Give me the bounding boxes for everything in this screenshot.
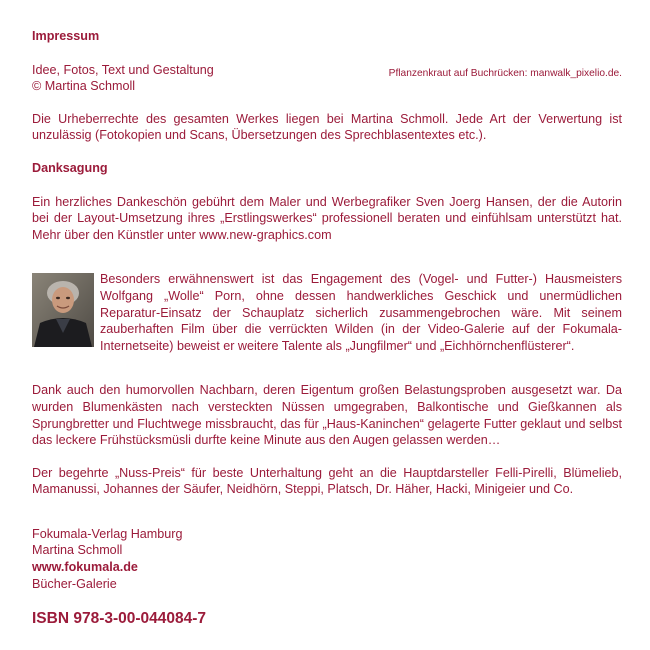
authorship-line: Idee, Fotos, Text und Gestaltung bbox=[32, 62, 214, 77]
thanks-paragraph-nuss-preis: Der begehrte „Nuss-Preis“ für beste Unterhaltung geht an die Hauptdarsteller Felli-Pirelli, Blümelieb, Mamanussi, Johannes der Säufer, Neidhörn, Steppi, Platsch, Dr. Häher, Hacki, Minigeier und Co. bbox=[32, 465, 622, 497]
publisher-author: Martina Schmoll bbox=[32, 543, 123, 558]
danksagung-heading: Danksagung bbox=[32, 160, 108, 175]
authorship-block bbox=[32, 62, 622, 95]
impressum-page bbox=[32, 28, 622, 629]
publisher-name: Fokumala-Verlag Hamburg bbox=[32, 526, 183, 541]
copyright-notice: Die Urheberrechte des gesamten Werkes liegen bei Martina Schmoll. Jede Art der Verwertung ist unzulässig (Fotokopien und Scans, Übersetzungen des Sprechblasentextes etc.). bbox=[32, 111, 622, 143]
publisher-block bbox=[32, 526, 622, 592]
publisher-website-link[interactable]: www.fokumala.de bbox=[32, 560, 138, 575]
thanks-paragraph-artist: Ein herzliches Dankeschön gebührt dem Maler und Werbegrafiker Sven Joerg Hansen, der die Autorin bei der Layout-Umsetzung ihres „Erstlingswerkes“ professionell beraten und einfühlsam unterstützt hat. Mehr über den Künstler unter www.new-graphics.com bbox=[32, 194, 622, 242]
publisher-gallery: Bücher-Galerie bbox=[32, 576, 117, 591]
portrait-photo bbox=[32, 273, 94, 347]
isbn-number: ISBN 978-3-00-044084-7 bbox=[32, 610, 207, 628]
image-credit: Pflanzenkraut auf Buchrücken: manwalk_pixelio.de. bbox=[388, 67, 622, 79]
impressum-heading: Impressum bbox=[32, 29, 100, 43]
caretaker-section bbox=[32, 271, 622, 354]
copyright-holder: © Martina Schmoll bbox=[32, 79, 136, 94]
portrait-image bbox=[32, 273, 94, 347]
thanks-paragraph-caretaker: Besonders erwähnenswert ist das Engagement des (Vogel- und Futter-) Hausmeisters Wolfgang „Wolle“ Porn, ohne dessen handwerkliches Geschick und unermüdlichen Reparatur-Einsatz der Schauplatz sicherlich zusammengebrochen wäre. Mit seinem zauberhaften Film über die verrückten Wilden (in der Video-Galerie auf der Fokumala-Internetseite) beweist er weitere Talente als „Jungfilmer“ und „Eichhörnchenflüsterer“. bbox=[100, 272, 622, 353]
thanks-paragraph-neighbours: Dank auch den humorvollen Nachbarn, deren Eigentum großen Belastungsproben ausgesetzt war. Da wurden Blumenkästen nach versteckten Nüssen umgegraben, Balkontische und Gießkannen als Sprungbretter und Fluchtwege missbraucht, das für „Haus-Kaninchen“ gelagerte Futter geklaut und selbst das leckere Frühstücksmüsli durfte keine Minute aus den Augen gelassen werden… bbox=[32, 383, 622, 448]
